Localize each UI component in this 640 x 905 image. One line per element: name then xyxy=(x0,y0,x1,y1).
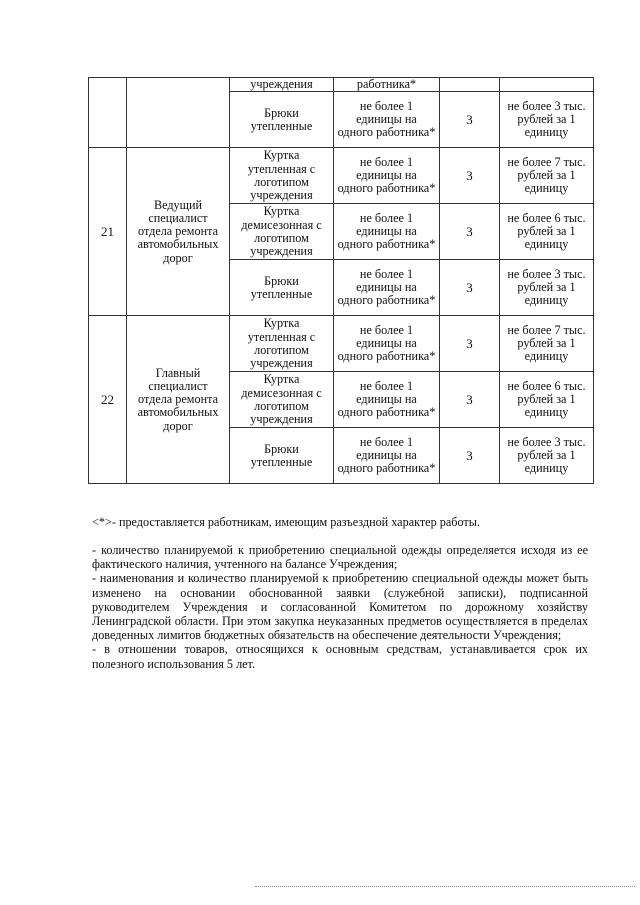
quantity-cell: не более 1 единицы на одного работника* xyxy=(334,316,440,372)
item-cell: Куртка демисезонная с логотипом учреждения xyxy=(230,372,334,428)
term-cell: 3 xyxy=(440,316,500,372)
term-cell xyxy=(440,78,500,92)
table-row xyxy=(89,148,594,204)
term-cell: 3 xyxy=(440,260,500,316)
item-cell: Брюки утепленные xyxy=(230,92,334,148)
term-cell: 3 xyxy=(440,372,500,428)
price-cell: не более 3 тыс. рублей за 1 единицу xyxy=(500,428,594,484)
price-cell: не более 6 тыс. рублей за 1 единицу xyxy=(500,204,594,260)
quantity-cell: не более 1 единицы на одного работника* xyxy=(334,204,440,260)
page-bottom-rule xyxy=(255,886,635,887)
number-cell: 21 xyxy=(89,148,127,316)
quantity-cell: работника* xyxy=(334,78,440,92)
price-cell: не более 3 тыс. рублей за 1 единицу xyxy=(500,260,594,316)
table-row xyxy=(89,316,594,372)
item-cell: Куртка демисезонная с логотипом учреждения xyxy=(230,204,334,260)
quantity-cell: не более 1 единицы на одного работника* xyxy=(334,148,440,204)
position-cell xyxy=(127,78,230,148)
table-row xyxy=(89,78,594,92)
number-cell xyxy=(89,78,127,148)
position-cell: Главный специалист отдела ремонта автомобильных дорог xyxy=(127,316,230,484)
term-cell: 3 xyxy=(440,148,500,204)
clause-paragraph: - наименования и количество планируемой к приобретению специальной одежды может быть изменено на основании обоснованной заявки (служебной записки), подписанной руководителем Учреждения и согласованной Комитетом по дорожному хозяйству Ленинградской области. При этом закупка неуказанных предметов осуществляется в пределах доведенных лимитов бюджетных обязательств на обеспечение деятельности Учреждения; xyxy=(92,571,588,643)
notes-clauses xyxy=(92,543,588,671)
clothing-norms-table xyxy=(88,77,594,484)
price-cell: не более 7 тыс. рублей за 1 единицу xyxy=(500,316,594,372)
footnote: <*>- предоставляется работникам, имеющим разъездной характер работы. xyxy=(92,515,480,529)
price-cell: не более 7 тыс. рублей за 1 единицу xyxy=(500,148,594,204)
term-cell: 3 xyxy=(440,92,500,148)
term-cell: 3 xyxy=(440,428,500,484)
item-cell: Куртка утепленная с логотипом учреждения xyxy=(230,316,334,372)
price-cell xyxy=(500,78,594,92)
position-cell: Ведущий специалист отдела ремонта автомобильных дорог xyxy=(127,148,230,316)
price-cell: не более 6 тыс. рублей за 1 единицу xyxy=(500,372,594,428)
number-cell: 22 xyxy=(89,316,127,484)
item-cell: Куртка утепленная с логотипом учреждения xyxy=(230,148,334,204)
quantity-cell: не более 1 единицы на одного работника* xyxy=(334,92,440,148)
term-cell: 3 xyxy=(440,204,500,260)
clause-paragraph: - количество планируемой к приобретению специальной одежды определяется исходя из ее фактического наличия, учтенного на балансе Учреждения; xyxy=(92,543,588,572)
price-cell: не более 3 тыс. рублей за 1 единицу xyxy=(500,92,594,148)
item-cell: учреждения xyxy=(230,78,334,92)
item-cell: Брюки утепленные xyxy=(230,428,334,484)
quantity-cell: не более 1 единицы на одного работника* xyxy=(334,372,440,428)
clause-paragraph: - в отношении товаров, относящихся к основным средствам, устанавливается срок их полезного использования 5 лет. xyxy=(92,642,588,671)
item-cell: Брюки утепленные xyxy=(230,260,334,316)
quantity-cell: не более 1 единицы на одного работника* xyxy=(334,260,440,316)
quantity-cell: не более 1 единицы на одного работника* xyxy=(334,428,440,484)
